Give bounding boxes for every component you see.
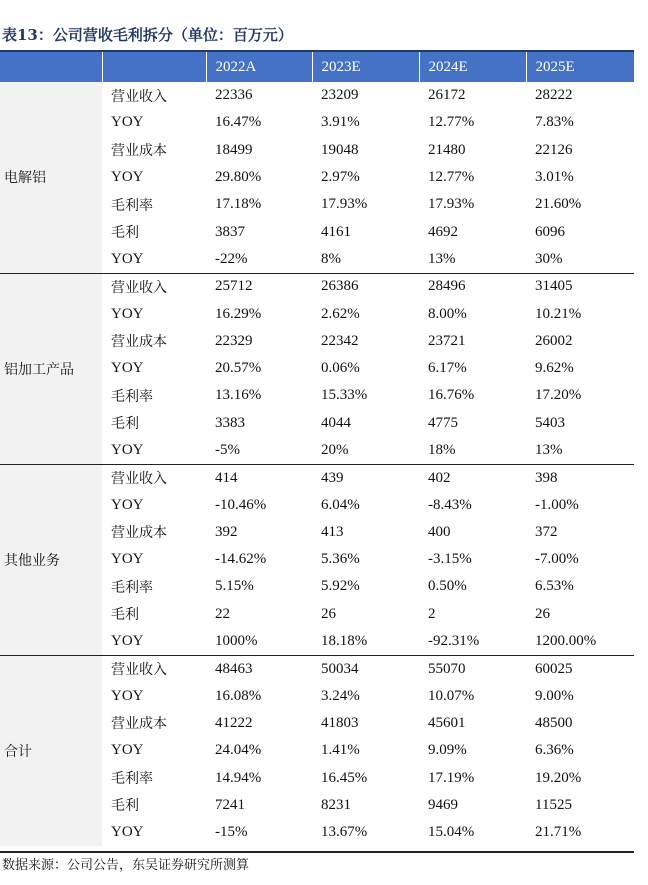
value-cell: -22% <box>215 250 248 267</box>
metric-label: YOY <box>111 250 144 267</box>
value-cell: 13% <box>535 441 563 458</box>
value-cell: 16.45% <box>321 769 368 786</box>
value-cell: 3.91% <box>321 114 360 131</box>
value-cell: -1.00% <box>535 496 579 513</box>
value-cell: 5.92% <box>321 578 360 595</box>
value-cell: 2.97% <box>321 169 360 186</box>
value-cell: 31405 <box>526 273 634 300</box>
value-cell: 400 <box>428 523 451 540</box>
value-cell: 19048 <box>321 141 359 158</box>
value-cell: 17.93% <box>428 196 475 213</box>
value-cell: 22336 <box>215 87 253 104</box>
header-segment <box>0 52 102 82</box>
value-cell: 23721 <box>428 332 466 349</box>
header-2024e: 2024E <box>419 52 526 82</box>
value-cell: 21480 <box>428 141 466 158</box>
metric-label: 毛利 <box>111 798 139 815</box>
value-cell: 22329 <box>215 332 253 349</box>
value-cell: 25712 <box>206 273 312 300</box>
metric-label: YOY <box>111 632 144 649</box>
value-cell: 9469 <box>428 796 458 813</box>
value-cell: 30% <box>535 250 563 267</box>
metric-label: YOY <box>111 169 144 186</box>
value-cell: 3.01% <box>535 169 574 186</box>
metric-label: 营业成本 <box>111 334 167 351</box>
value-cell: 17.20% <box>535 387 582 404</box>
header-metric <box>102 52 206 82</box>
value-cell: 17.93% <box>321 196 368 213</box>
value-cell: 5.15% <box>215 578 254 595</box>
metric-label: YOY <box>111 305 144 322</box>
value-cell: 24.04% <box>215 742 262 759</box>
value-cell: 28222 <box>535 87 573 104</box>
metric-label: 毛利率 <box>111 388 153 405</box>
value-cell: 55070 <box>419 655 526 682</box>
value-cell: 8231 <box>321 796 351 813</box>
value-cell: 13.67% <box>321 824 368 841</box>
value-cell: 12.77% <box>428 114 475 131</box>
value-cell: 9.09% <box>428 742 467 759</box>
metric-label: YOY <box>111 441 144 458</box>
value-cell: 6.53% <box>535 578 574 595</box>
value-cell: 20.57% <box>215 360 262 377</box>
value-cell: -3.15% <box>428 551 472 568</box>
value-cell: 41222 <box>215 714 253 731</box>
metric-label: 毛利率 <box>111 771 153 788</box>
value-cell: 3383 <box>215 414 245 431</box>
value-cell: -8.43% <box>428 496 472 513</box>
value-cell: -10.46% <box>215 496 267 513</box>
value-cell: 21.60% <box>535 196 582 213</box>
value-cell: 13.16% <box>215 387 262 404</box>
value-cell: 14.94% <box>215 769 262 786</box>
value-cell: 4161 <box>321 223 351 240</box>
table-row <box>0 273 634 300</box>
value-cell: 1200.00% <box>535 632 597 649</box>
segment-name: 铝加工产品 <box>0 273 102 464</box>
value-cell: 18499 <box>215 141 253 158</box>
metric-label: 毛利率 <box>111 579 153 596</box>
value-cell: 45601 <box>428 714 466 731</box>
value-cell: 413 <box>321 523 344 540</box>
value-cell: 18% <box>428 441 456 458</box>
value-cell: 15.04% <box>428 824 475 841</box>
metric-label: 营业成本 <box>111 716 167 733</box>
segment-name: 电解铝 <box>0 82 102 273</box>
table-body <box>0 82 634 846</box>
value-cell: 16.08% <box>215 687 262 704</box>
value-cell: 7241 <box>215 796 245 813</box>
revenue-margin-table <box>0 52 634 846</box>
value-cell: 6.04% <box>321 496 360 513</box>
value-cell: 22126 <box>535 141 573 158</box>
value-cell: 0.06% <box>321 360 360 377</box>
header-2023e: 2023E <box>312 52 419 82</box>
data-source-note: 数据来源：公司公告，东吴证券研究所测算 <box>2 858 250 873</box>
value-cell: 6.36% <box>535 742 574 759</box>
value-cell: 26 <box>535 605 550 622</box>
metric-label: YOY <box>111 551 144 568</box>
value-cell: 1.41% <box>321 742 360 759</box>
value-cell: 3837 <box>215 223 245 240</box>
value-cell: 60025 <box>526 655 634 682</box>
value-cell: 2.62% <box>321 305 360 322</box>
value-cell: 20% <box>321 441 349 458</box>
value-cell: -15% <box>215 824 248 841</box>
metric-label: YOY <box>111 742 144 759</box>
table-title: 表13：公司营收毛利拆分（单位：百万元） <box>2 26 293 44</box>
value-cell: 4775 <box>428 414 458 431</box>
header-row <box>0 52 634 82</box>
value-cell: 4692 <box>428 223 458 240</box>
metric-label: YOY <box>111 496 144 513</box>
value-cell: 26002 <box>535 332 573 349</box>
value-cell: 10.07% <box>428 687 475 704</box>
metric-label: 营业收入 <box>102 273 206 300</box>
metric-label: YOY <box>111 824 144 841</box>
value-cell: 1000% <box>215 632 258 649</box>
value-cell: 9.00% <box>535 687 574 704</box>
value-cell: 48500 <box>535 714 573 731</box>
value-cell: 18.18% <box>321 632 368 649</box>
metric-label: 毛利 <box>111 225 139 242</box>
value-cell: 26 <box>321 605 336 622</box>
value-cell: 9.62% <box>535 360 574 377</box>
metric-label: 营业成本 <box>111 525 167 542</box>
value-cell: 12.77% <box>428 169 475 186</box>
value-cell: 41803 <box>321 714 359 731</box>
value-cell: -7.00% <box>535 551 579 568</box>
value-cell: 10.21% <box>535 305 582 322</box>
metric-label: 营业收入 <box>102 655 206 682</box>
value-cell: 19.20% <box>535 769 582 786</box>
value-cell: 22 <box>215 605 230 622</box>
value-cell: 11525 <box>535 796 572 813</box>
header-2025e: 2025E <box>526 52 634 82</box>
value-cell: 13% <box>428 250 456 267</box>
value-cell: 6096 <box>535 223 565 240</box>
value-cell: -14.62% <box>215 551 267 568</box>
segment-name: 合计 <box>0 655 102 846</box>
table-row <box>0 464 634 491</box>
table-row <box>0 82 634 109</box>
value-cell: 15.33% <box>321 387 368 404</box>
metric-label: 营业成本 <box>111 143 167 160</box>
value-cell: -5% <box>215 441 240 458</box>
value-cell: 8% <box>321 250 341 267</box>
value-cell: 2 <box>428 605 436 622</box>
value-cell: 23209 <box>321 87 359 104</box>
value-cell: 21.71% <box>535 824 582 841</box>
value-cell: 16.76% <box>428 387 475 404</box>
value-cell: -92.31% <box>428 632 480 649</box>
value-cell: 17.19% <box>428 769 475 786</box>
value-cell: 16.47% <box>215 114 262 131</box>
value-cell: 28496 <box>419 273 526 300</box>
value-cell: 5403 <box>535 414 565 431</box>
metric-label: 营业收入 <box>102 464 206 491</box>
value-cell: 7.83% <box>535 114 574 131</box>
value-cell: 439 <box>312 464 419 491</box>
value-cell: 16.29% <box>215 305 262 322</box>
value-cell: 398 <box>526 464 634 491</box>
bottom-rule <box>0 851 634 853</box>
value-cell: 26172 <box>428 87 466 104</box>
metric-label: 毛利率 <box>111 197 153 214</box>
value-cell: 26386 <box>312 273 419 300</box>
metric-label: 毛利 <box>111 416 139 433</box>
value-cell: 22342 <box>321 332 359 349</box>
segment-name: 其他业务 <box>0 464 102 655</box>
value-cell: 6.17% <box>428 360 467 377</box>
metric-label: YOY <box>111 114 144 131</box>
value-cell: 402 <box>419 464 526 491</box>
table-row <box>0 655 634 682</box>
metric-label: YOY <box>111 687 144 704</box>
value-cell: 50034 <box>312 655 419 682</box>
value-cell: 48463 <box>206 655 312 682</box>
metric-label: 毛利 <box>111 607 139 624</box>
value-cell: 8.00% <box>428 305 467 322</box>
metric-label: YOY <box>111 360 144 377</box>
value-cell: 5.36% <box>321 551 360 568</box>
value-cell: 29.80% <box>215 169 262 186</box>
value-cell: 392 <box>215 523 238 540</box>
value-cell: 414 <box>206 464 312 491</box>
value-cell: 17.18% <box>215 196 262 213</box>
metric-label: 营业收入 <box>111 88 167 105</box>
header-2022a: 2022A <box>206 52 312 82</box>
value-cell: 4044 <box>321 414 351 431</box>
value-cell: 3.24% <box>321 687 360 704</box>
value-cell: 372 <box>535 523 558 540</box>
value-cell: 0.50% <box>428 578 467 595</box>
